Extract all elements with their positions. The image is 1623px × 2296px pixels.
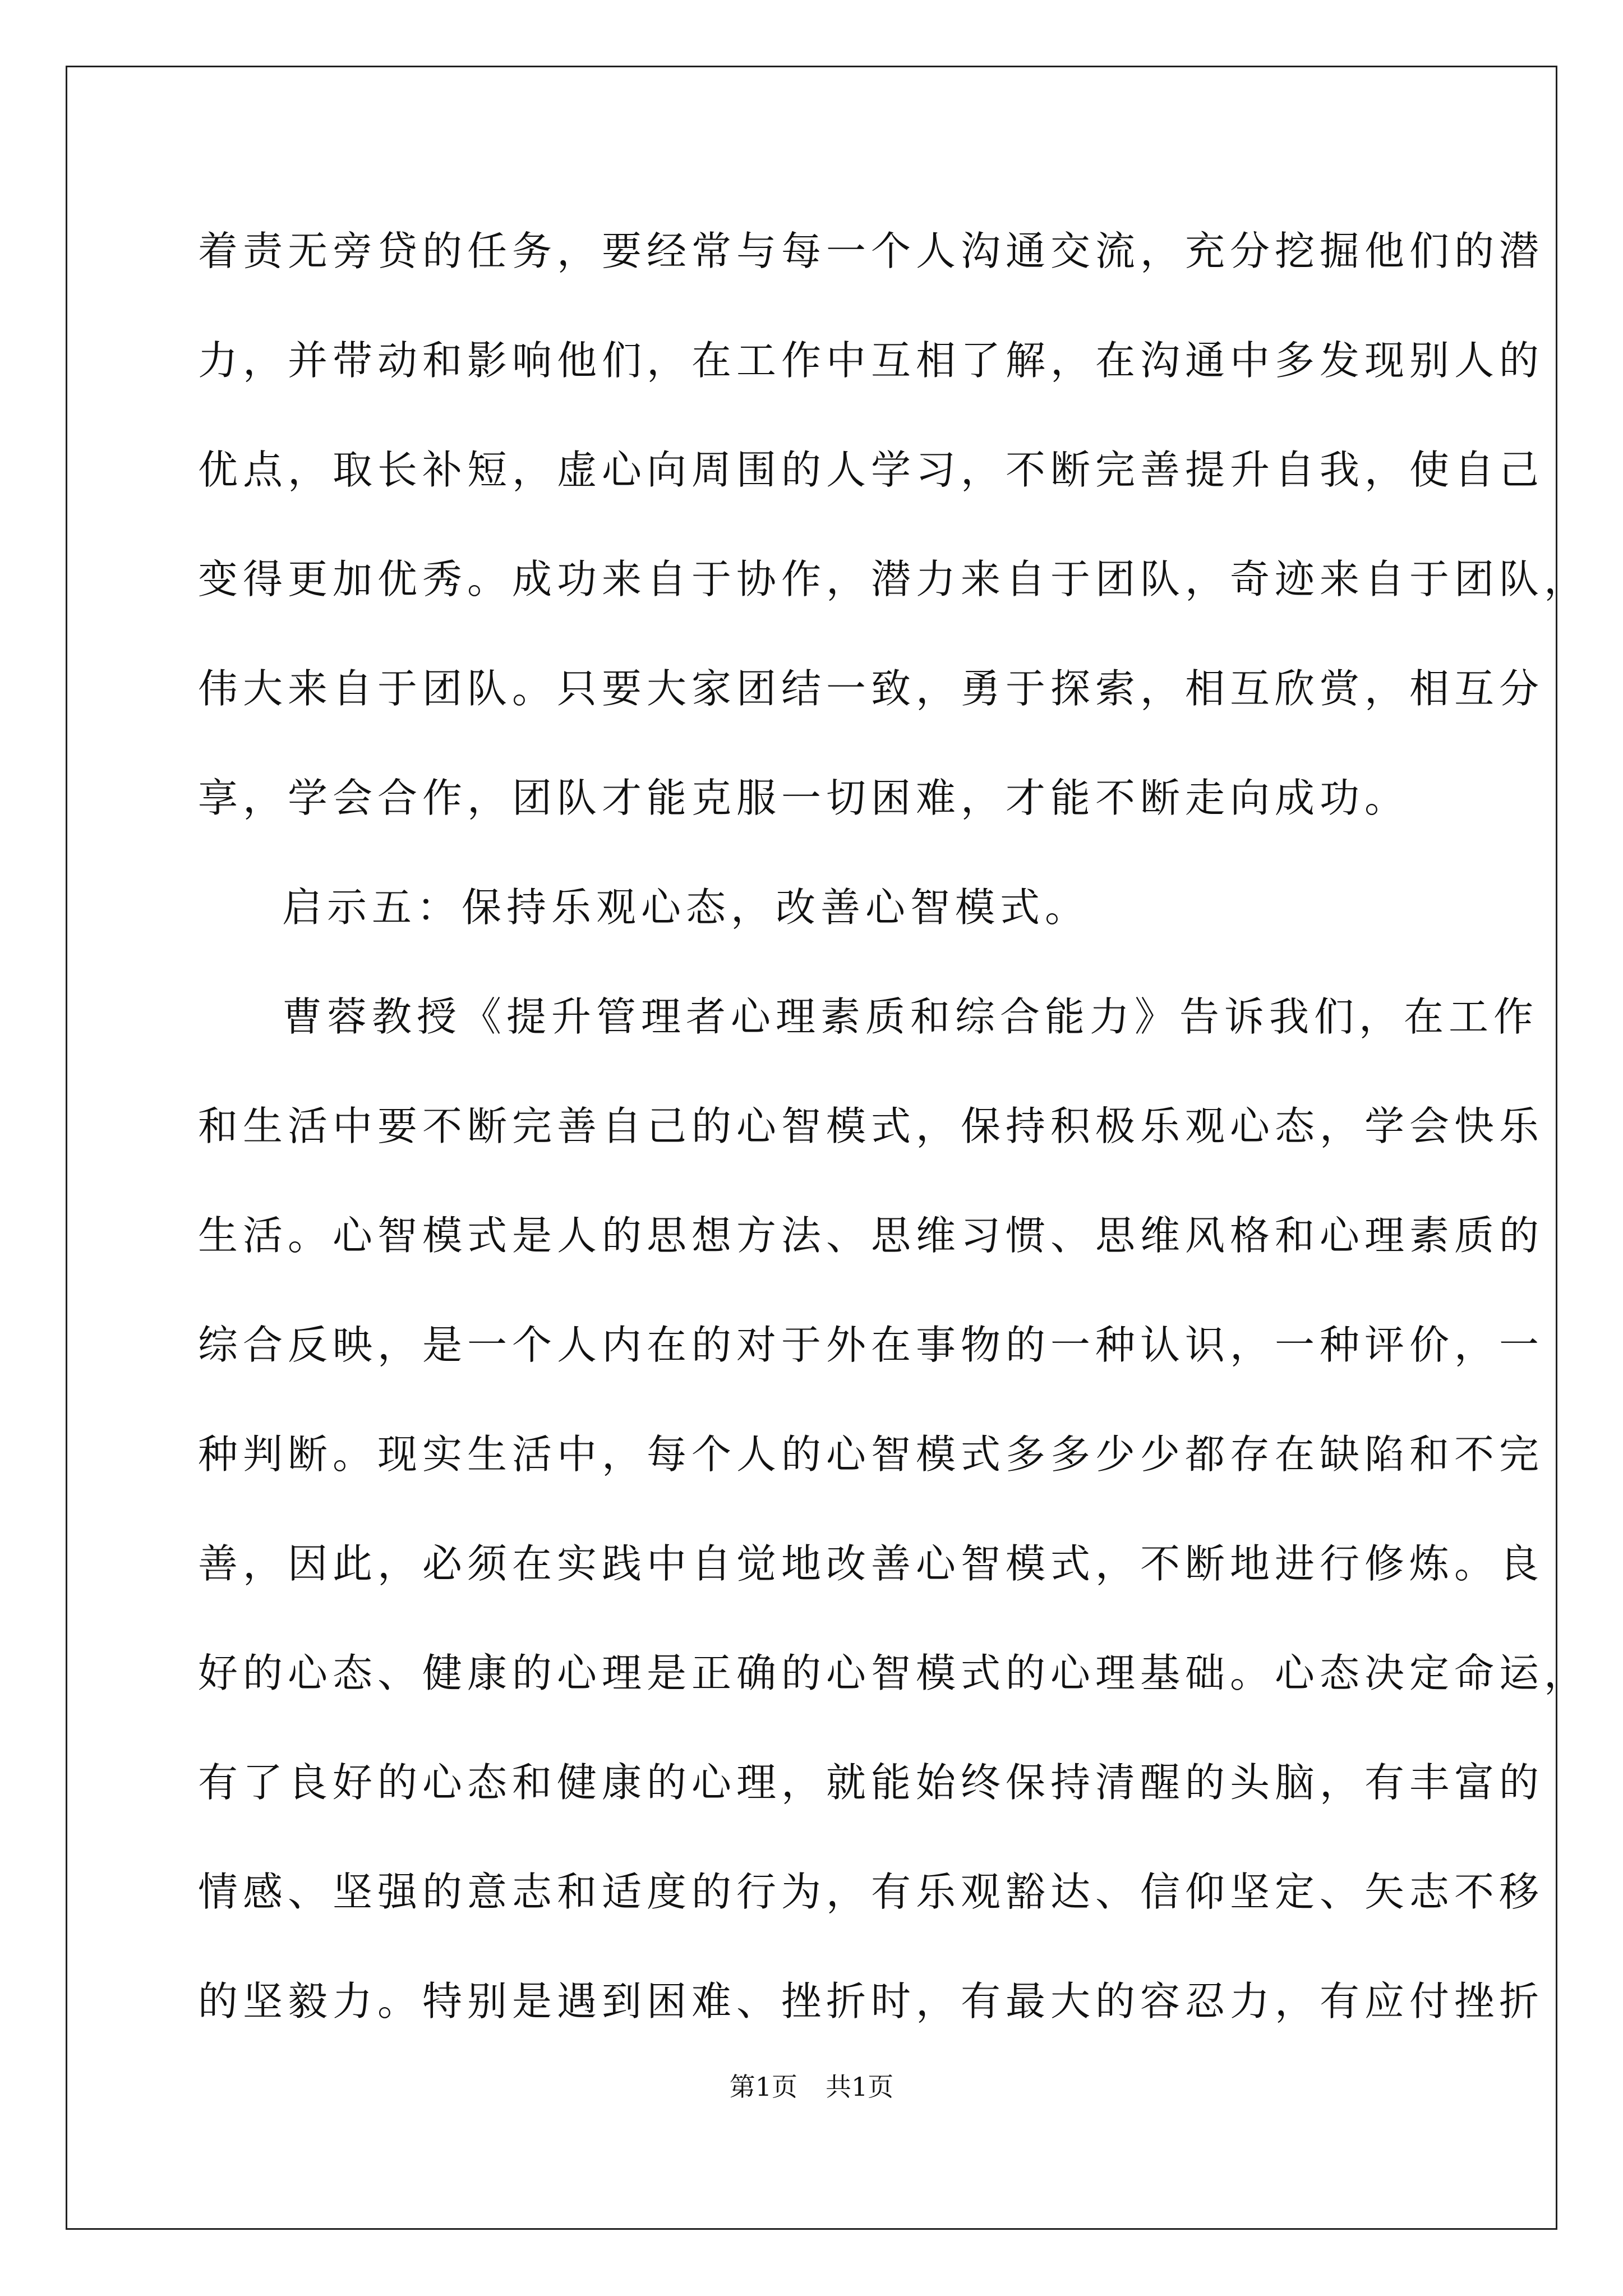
paragraph-line: 伟大来自于团队。只要大家团结一致，勇于探索，相互欣赏，相互分 — [198, 665, 1544, 712]
page-number: 第1页 — [729, 2072, 797, 2102]
paragraph-line: 有了良好的心态和健康的心理，就能始终保持清醒的头脑，有丰富的 — [198, 1759, 1544, 1806]
paragraph-line: 善，因此，必须在实践中自觉地改善心智模式，不断地进行修炼。良 — [198, 1540, 1544, 1587]
paragraph-line: 曹蓉教授《提升管理者心理素质和综合能力》告诉我们，在工作 — [282, 993, 1539, 1040]
paragraph-line: 综合反映，是一个人内在的对于外在事物的一种认识，一种评价，一 — [198, 1322, 1544, 1368]
paragraph-line: 好的心态、健康的心理是正确的心智模式的心理基础。心态决定命运， — [198, 1650, 1589, 1696]
page-total: 共1页 — [826, 2072, 894, 2102]
page-footer — [0, 2070, 1623, 2104]
paragraph-line: 力，并带动和影响他们，在工作中互相了解，在沟通中多发现别人的 — [198, 337, 1544, 384]
paragraph-line: 生活。心智模式是人的思想方法、思维习惯、思维风格和心理素质的 — [198, 1212, 1544, 1259]
paragraph-line: 的坚毅力。特别是遇到困难、挫折时，有最大的容忍力，有应付挫折 — [198, 1978, 1544, 2024]
paragraph-line: 情感、坚强的意志和适度的行为，有乐观豁达、信仰坚定、矢志不移 — [198, 1869, 1544, 1915]
paragraph-line: 优点，取长补短，虚心向周围的人学习，不断完善提升自我，使自己 — [198, 447, 1544, 493]
paragraph-line: 变得更加优秀。成功来自于协作，潜力来自于团队，奇迹来自于团队， — [198, 556, 1589, 602]
section-heading: 启示五：保持乐观心态，改善心智模式。 — [282, 884, 1090, 931]
paragraph-line: 享，学会合作，团队才能克服一切困难，才能不断走向成功。 — [198, 775, 1410, 821]
paragraph-line: 和生活中要不断完善自己的心智模式，保持积极乐观心态，学会快乐 — [198, 1103, 1544, 1149]
paragraph-line: 着责无旁贷的任务，要经常与每一个人沟通交流，充分挖掘他们的潜 — [198, 228, 1544, 274]
paragraph-line: 种判断。现实生活中，每个人的心智模式多多少少都存在缺陷和不完 — [198, 1431, 1544, 1478]
